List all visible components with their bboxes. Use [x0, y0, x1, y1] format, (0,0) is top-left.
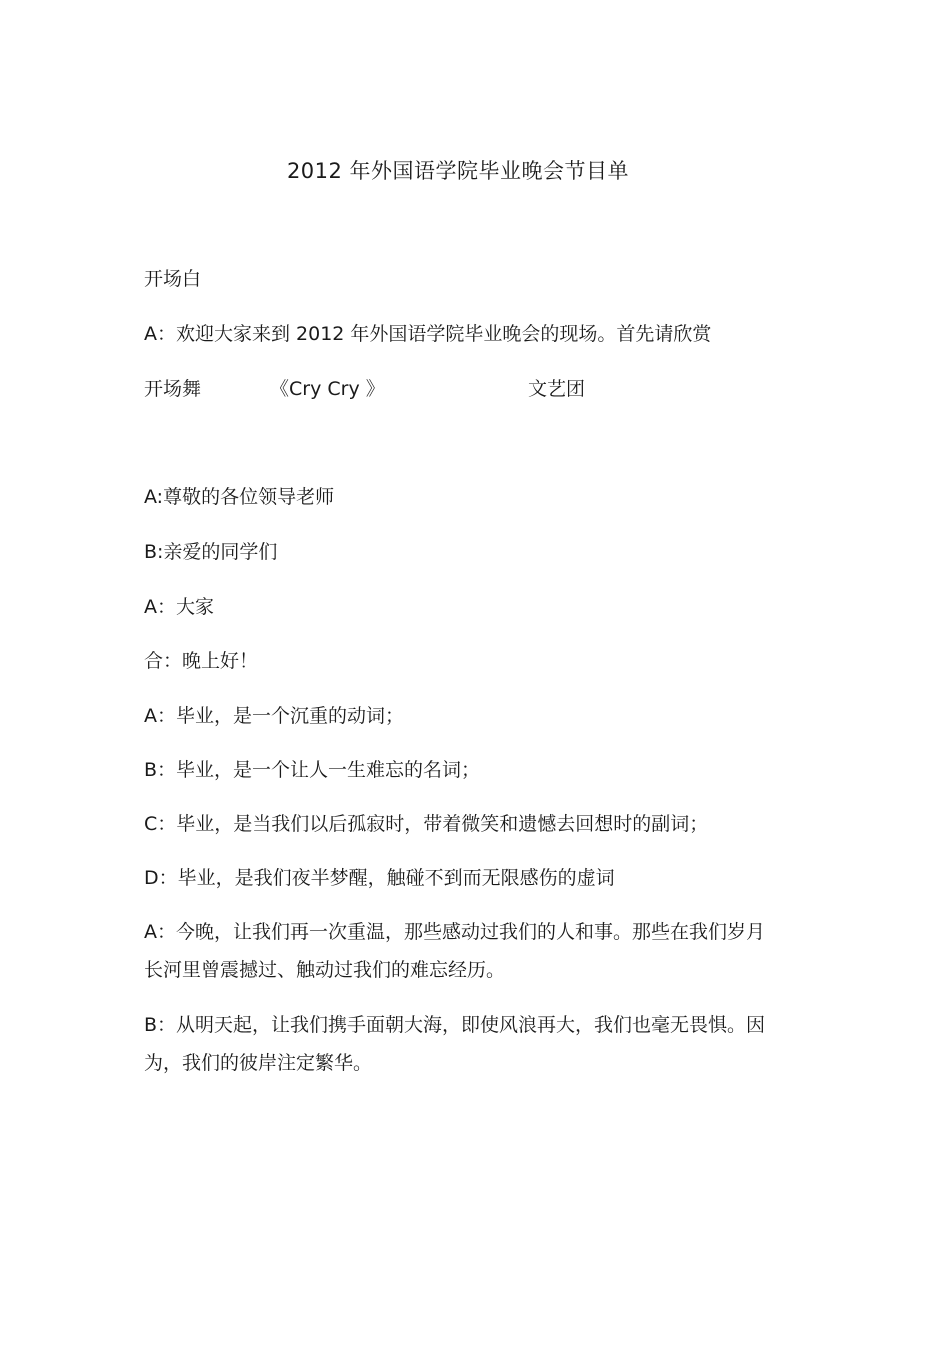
dialogue-line: D：毕业，是我们夜半梦醒，触碰不到而无限感伤的虚词	[144, 867, 615, 889]
paragraph: A：今晚，让我们再一次重温，那些感动过我们的人和事。那些在我们岁月长河里曾震撼过、触动过我们的难忘经历。	[144, 921, 765, 981]
program-name: 《Cry Cry 》	[270, 378, 385, 400]
program-group: 文艺团	[528, 378, 586, 400]
dialogue-line: C：毕业，是当我们以后孤寂时，带着微笑和遗憾去回想时的副词；	[144, 813, 709, 835]
dialogue-line: 合：晚上好！	[144, 650, 259, 672]
dialogue-line: B：毕业，是一个让人一生难忘的名词；	[144, 759, 481, 781]
program-row	[144, 376, 764, 402]
dialogue-line: A:尊敬的各位领导老师	[144, 486, 335, 508]
program-type: 开场舞	[144, 378, 202, 400]
intro-line: A：欢迎大家来到 2012 年外国语学院毕业晚会的现场。首先请欣赏	[144, 323, 712, 345]
paragraph: B：从明天起，让我们携手面朝大海，即使风浪再大，我们也毫无畏惧。因为，我们的彼岸注定繁华。	[144, 1014, 766, 1074]
page-title: 2012 年外国语学院毕业晚会节目单	[286, 159, 630, 183]
dialogue-line: A：毕业，是一个沉重的动词；	[144, 705, 404, 727]
section-opening-heading: 开场白	[144, 268, 202, 290]
dialogue-line: B:亲爱的同学们	[144, 541, 278, 563]
dialogue-line: A：大家	[144, 596, 214, 618]
